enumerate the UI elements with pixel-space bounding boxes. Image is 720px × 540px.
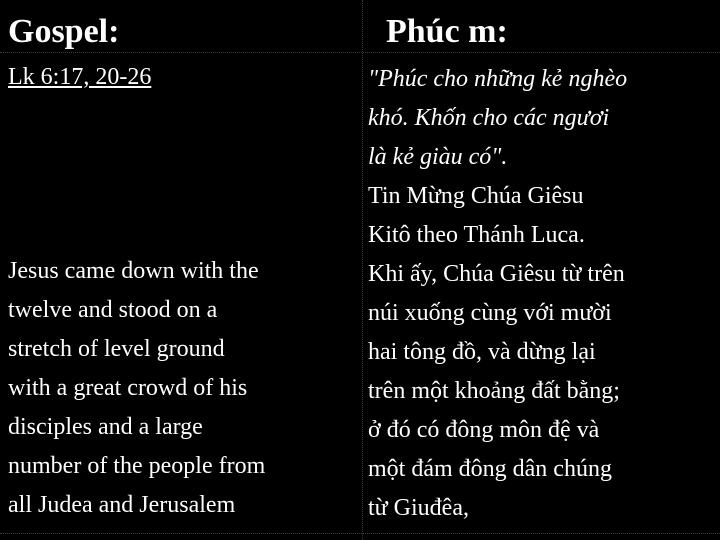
vietnamese-line: Kitô theo Thánh Luca.: [368, 222, 585, 248]
vietnamese-passage: [368, 60, 720, 528]
divider: [0, 533, 720, 534]
scripture-reference: Lk 6:17, 20-26: [8, 64, 152, 90]
vietnamese-line: trên một khoảng đất bằng;: [368, 378, 620, 404]
divider: [0, 52, 720, 53]
phuc-am-heading: Phúc m:: [386, 13, 508, 50]
english-passage: [8, 252, 360, 525]
vietnamese-quote-line: khó. Khốn cho các ngươi: [368, 105, 610, 131]
english-line: stretch of level ground: [8, 336, 225, 362]
english-line: disciples and a large: [8, 414, 203, 440]
english-line: Jesus came down with the: [8, 258, 259, 284]
english-line: twelve and stood on a: [8, 297, 218, 323]
english-line: all Judea and Jerusalem: [8, 492, 236, 518]
divider: [362, 0, 363, 540]
english-line: number of the people from: [8, 453, 266, 479]
gospel-heading: Gospel:: [8, 13, 120, 50]
english-line: with a great crowd of his: [8, 375, 248, 401]
vietnamese-line: núi xuống cùng với mười: [368, 300, 612, 326]
vietnamese-line: Tin Mừng Chúa Giêsu: [368, 183, 584, 209]
vietnamese-line: ở đó có đông môn đệ và: [368, 417, 600, 443]
vietnamese-quote-line: là kẻ giàu có".: [368, 144, 508, 170]
vietnamese-line: hai tông đồ, và dừng lại: [368, 339, 596, 365]
vietnamese-quote-line: "Phúc cho những kẻ nghèo: [368, 66, 628, 92]
vietnamese-line: từ Giuđêa,: [368, 495, 469, 521]
vietnamese-line: Khi ấy, Chúa Giêsu từ trên: [368, 261, 625, 287]
vietnamese-line: một đám đông dân chúng: [368, 456, 612, 482]
